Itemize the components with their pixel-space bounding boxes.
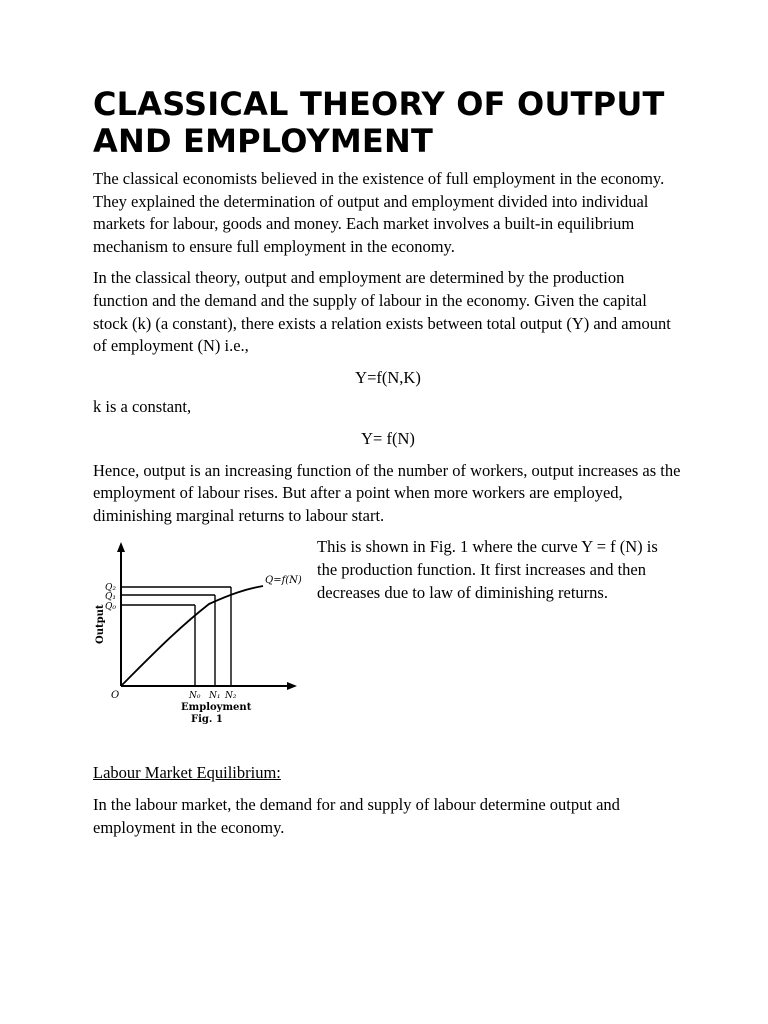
page-title: CLASSICAL THEORY OF OUTPUT AND EMPLOYMENT xyxy=(93,85,665,160)
x-axis-arrow xyxy=(287,682,297,690)
equation-y-f-n: Y= f(N) xyxy=(361,428,415,448)
y-tick-q1: Q₁ xyxy=(105,592,116,603)
origin-label: O xyxy=(111,690,120,702)
y-axis-arrow xyxy=(117,542,125,552)
section-heading-labour-market: Labour Market Equilibrium: xyxy=(93,763,281,783)
figure-row xyxy=(93,536,683,728)
paragraph-production-function: In the classical theory, output and employment are determined by the production function and the demand and the supply of labour in the economy. Given the capital stock (k) (a constant), there exists a relation exists between total output (Y) and amount of employment (N) i.e., xyxy=(93,268,671,356)
paragraph-k-constant: k is a constant, xyxy=(93,397,192,417)
paragraph-diminishing-returns: Hence, output is an increasing function of the number of workers, output increases as the employment of labour rises. But after a point when more workers are employed, diminishing marginal returns to labour start. xyxy=(93,460,681,525)
x-tick-n0: N₀ xyxy=(189,691,201,702)
paragraph-intro: The classical economists believed in the existence of full employment in the economy. They explained the determination of output and employment divided into individual markets for labour, goods and money. Each market involves a built-in equilibrium mechanism to ensure full employment in the economy. xyxy=(93,169,665,256)
document-page xyxy=(93,86,683,848)
y-axis-label: Output xyxy=(95,604,106,645)
figure-description: This is shown in Fig. 1 where the curve Y = f (N) is the production function. It first increases and then decreases due to law of diminishing returns. xyxy=(317,537,658,602)
curve-label: Q=f(N) xyxy=(265,575,302,587)
y-tick-q0: Q₀ xyxy=(105,602,116,613)
x-tick-n1: N₁ xyxy=(209,691,221,702)
production-function-figure xyxy=(91,538,303,728)
paragraph-labour-market: In the labour market, the demand for and supply of labour determine output and employment in the economy. xyxy=(93,794,620,837)
equation-y-f-n-k: Y=f(N,K) xyxy=(355,367,421,387)
y-tick-q2: Q₂ xyxy=(105,583,116,594)
figure-caption: Fig. 1 xyxy=(191,714,223,726)
production-curve xyxy=(121,586,263,686)
x-tick-n2: N₂ xyxy=(225,691,237,702)
x-axis-label: Employment xyxy=(181,702,252,714)
